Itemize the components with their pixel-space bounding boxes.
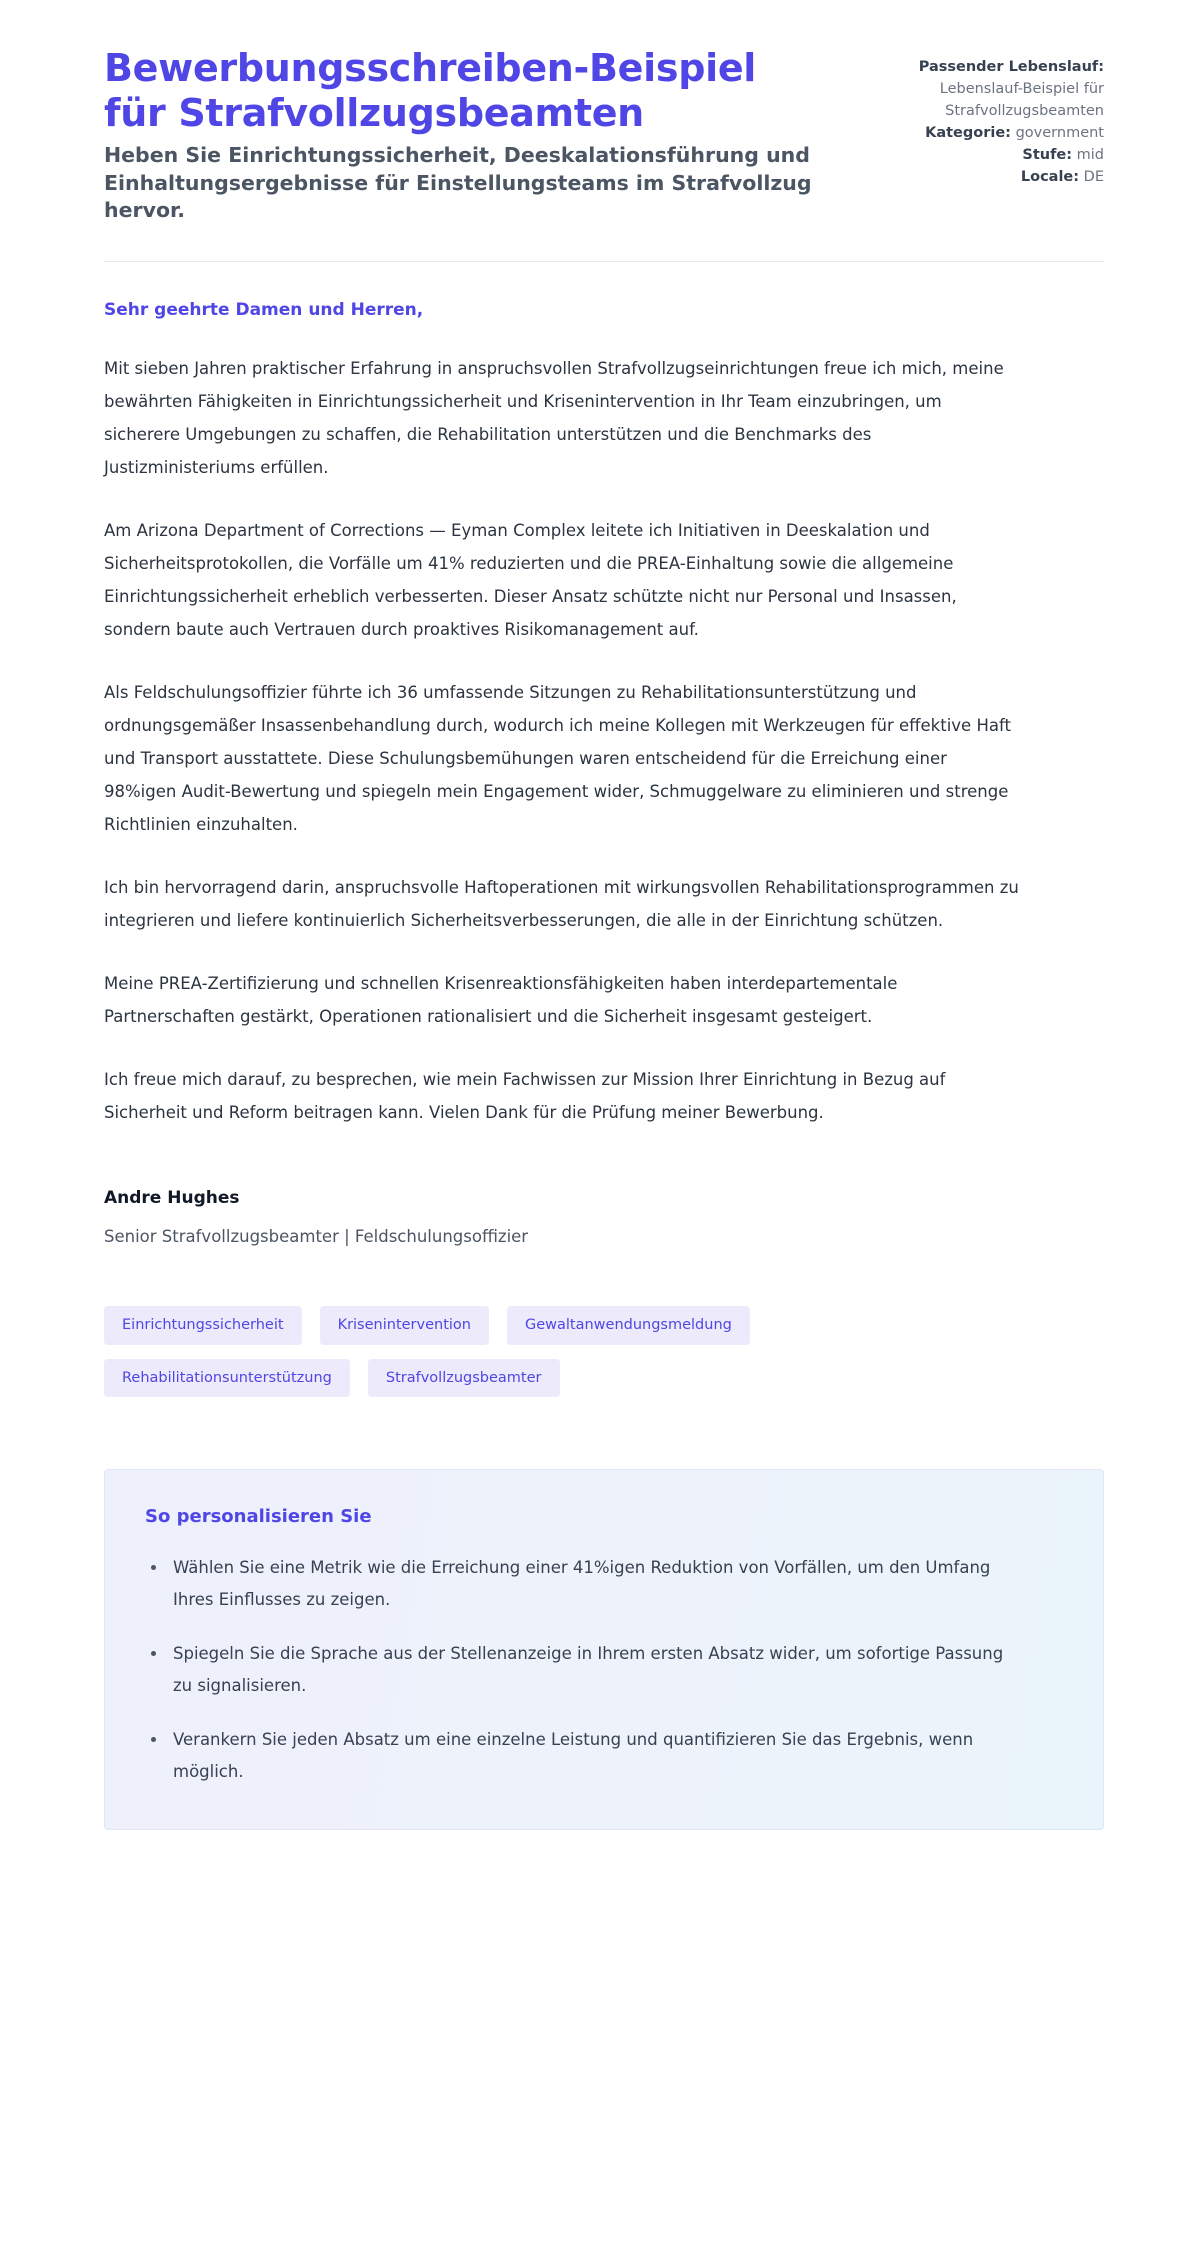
- bullet-icon: [151, 1651, 156, 1656]
- tips-list: [145, 1552, 1063, 1789]
- tag-chip[interactable]: Gewaltanwendungsmeldung: [507, 1306, 750, 1345]
- tips-panel-title: So personalisieren Sie: [145, 1506, 372, 1528]
- page-header: [104, 46, 1104, 225]
- letter-salutation: Sehr geehrte Damen und Herren,: [104, 300, 424, 321]
- personalization-tips-panel: [104, 1469, 1104, 1829]
- tips-list-item: [145, 1638, 1025, 1702]
- tips-list-item: [145, 1724, 1025, 1788]
- cover-letter-body: [104, 262, 1104, 1129]
- meta-value-locale: DE: [1083, 169, 1104, 186]
- tips-list-item-text: Verankern Sie jeden Absatz um eine einzelne Leistung und quantifizieren Sie das Ergebnis, wenn möglich.: [173, 1730, 974, 1782]
- meta-label-matching-resume: Passender Lebenslauf:: [918, 59, 1104, 75]
- signature-block: [104, 1185, 1104, 1251]
- meta-value-level: mid: [1076, 147, 1104, 164]
- page-title: Bewerbungsschreiben-Beispiel für Strafvollzugsbeamten: [104, 46, 757, 135]
- meta-label-category: Kategorie:: [925, 125, 1011, 142]
- tips-list-item-text: Spiegeln Sie die Sprache aus der Stellenanzeige in Ihrem ersten Absatz wider, um sofortige Passung zu signalisieren.: [173, 1643, 1004, 1696]
- meta-value-category: government: [1015, 125, 1104, 142]
- letter-paragraph: Meine PREA-Zertifizierung und schnellen Krisenreaktionsfähigkeiten haben interdepartementale Partnerschaften gestärkt, Operationen rationalisiert und die Sicherheit insgesamt gesteigert.: [104, 973, 898, 1026]
- meta-row-locale: [854, 166, 1104, 188]
- meta-label-level: Stufe:: [1022, 147, 1073, 164]
- letter-paragraph: Ich bin hervorragend darin, anspruchsvolle Haftoperationen mit wirkungsvollen Rehabilitationsprogrammen zu integrieren und liefere kontinuierlich Sicherheitsverbesserungen, die alle in der Einrichtung schützen.: [104, 877, 1019, 930]
- tips-list-item: [145, 1552, 1025, 1616]
- bullet-icon: [151, 1565, 156, 1570]
- page-subtitle: Heben Sie Einrichtungssicherheit, Deeskalationsführung und Einhaltungsergebnisse für Einstellungsteams im Strafvollzug hervor.: [104, 142, 812, 223]
- bullet-icon: [151, 1737, 156, 1742]
- signature-name: Andre Hughes: [104, 1187, 240, 1208]
- meta-row-level: [854, 144, 1104, 166]
- tag-chip[interactable]: Einrichtungssicherheit: [104, 1306, 302, 1345]
- signature-job-title: Senior Strafvollzugsbeamter | Feldschulungsoffizier: [104, 1226, 529, 1246]
- meta-label-locale: Locale:: [1020, 169, 1080, 186]
- letter-paragraph: Ich freue mich darauf, zu besprechen, wie mein Fachwissen zur Mission Ihrer Einrichtung in Bezug auf Sicherheit und Reform beitragen kann. Vielen Dank für die Prüfung meiner Bewerbung.: [104, 1069, 946, 1122]
- document-metadata: [854, 46, 1104, 188]
- letter-paragraph: Mit sieben Jahren praktischer Erfahrung in anspruchsvollen Strafvollzugseinrichtungen freue ich mich, meine bewährten Fähigkeiten in Einrichtungssicherheit und Krisenintervention in Ihr Team einzubringen, um sicherere Umgebungen zu schaffen, die Rehabilitation unterstützen und die Benchmarks des Justizministeriums erfüllen.: [104, 358, 1004, 477]
- letter-paragraph: Als Feldschulungsoffizier führte ich 36 umfassende Sitzungen zu Rehabilitationsunterstützung und ordnungsgemäßer Insassenbehandlung durch, wodurch ich meine Kollegen mit Werkzeugen für effektive Haft und Transport ausstattete. Diese Schulungsbemühungen waren entscheidend für die Erreichung einer 98%igen Audit-Bewertung und spiegeln mein Engagement wider, Schmuggelware zu eliminieren und strenge Richtlinien einzuhalten.: [104, 682, 1011, 834]
- tag-chip[interactable]: Strafvollzugsbeamter: [368, 1359, 560, 1398]
- meta-value-matching-resume: Lebenslauf-Beispiel für Strafvollzugsbeamten: [939, 81, 1104, 120]
- tag-chip[interactable]: Rehabilitationsunterstützung: [104, 1359, 350, 1398]
- letter-paragraph: Am Arizona Department of Corrections — Eyman Complex leitete ich Initiativen in Deeskalation und Sicherheitsprotokollen, die Vorfälle um 41% reduzierten und die PREA-Einhaltung sowie die allgemeine Einrichtungssicherheit erheblich verbesserten. Dieser Ansatz schützte nicht nur Personal und Insassen, sondern baute auch Vertrauen durch proaktives Risikomanagement auf.: [104, 520, 957, 639]
- meta-row-category: [854, 122, 1104, 144]
- tag-chip[interactable]: Krisenintervention: [320, 1306, 489, 1345]
- header-title-block: [104, 46, 814, 225]
- tag-list: [104, 1306, 964, 1397]
- meta-row-matching-resume: [854, 56, 1104, 122]
- tips-list-item-text: Wählen Sie eine Metrik wie die Erreichung einer 41%igen Reduktion von Vorfällen, um den Umfang Ihres Einflusses zu zeigen.: [173, 1557, 991, 1609]
